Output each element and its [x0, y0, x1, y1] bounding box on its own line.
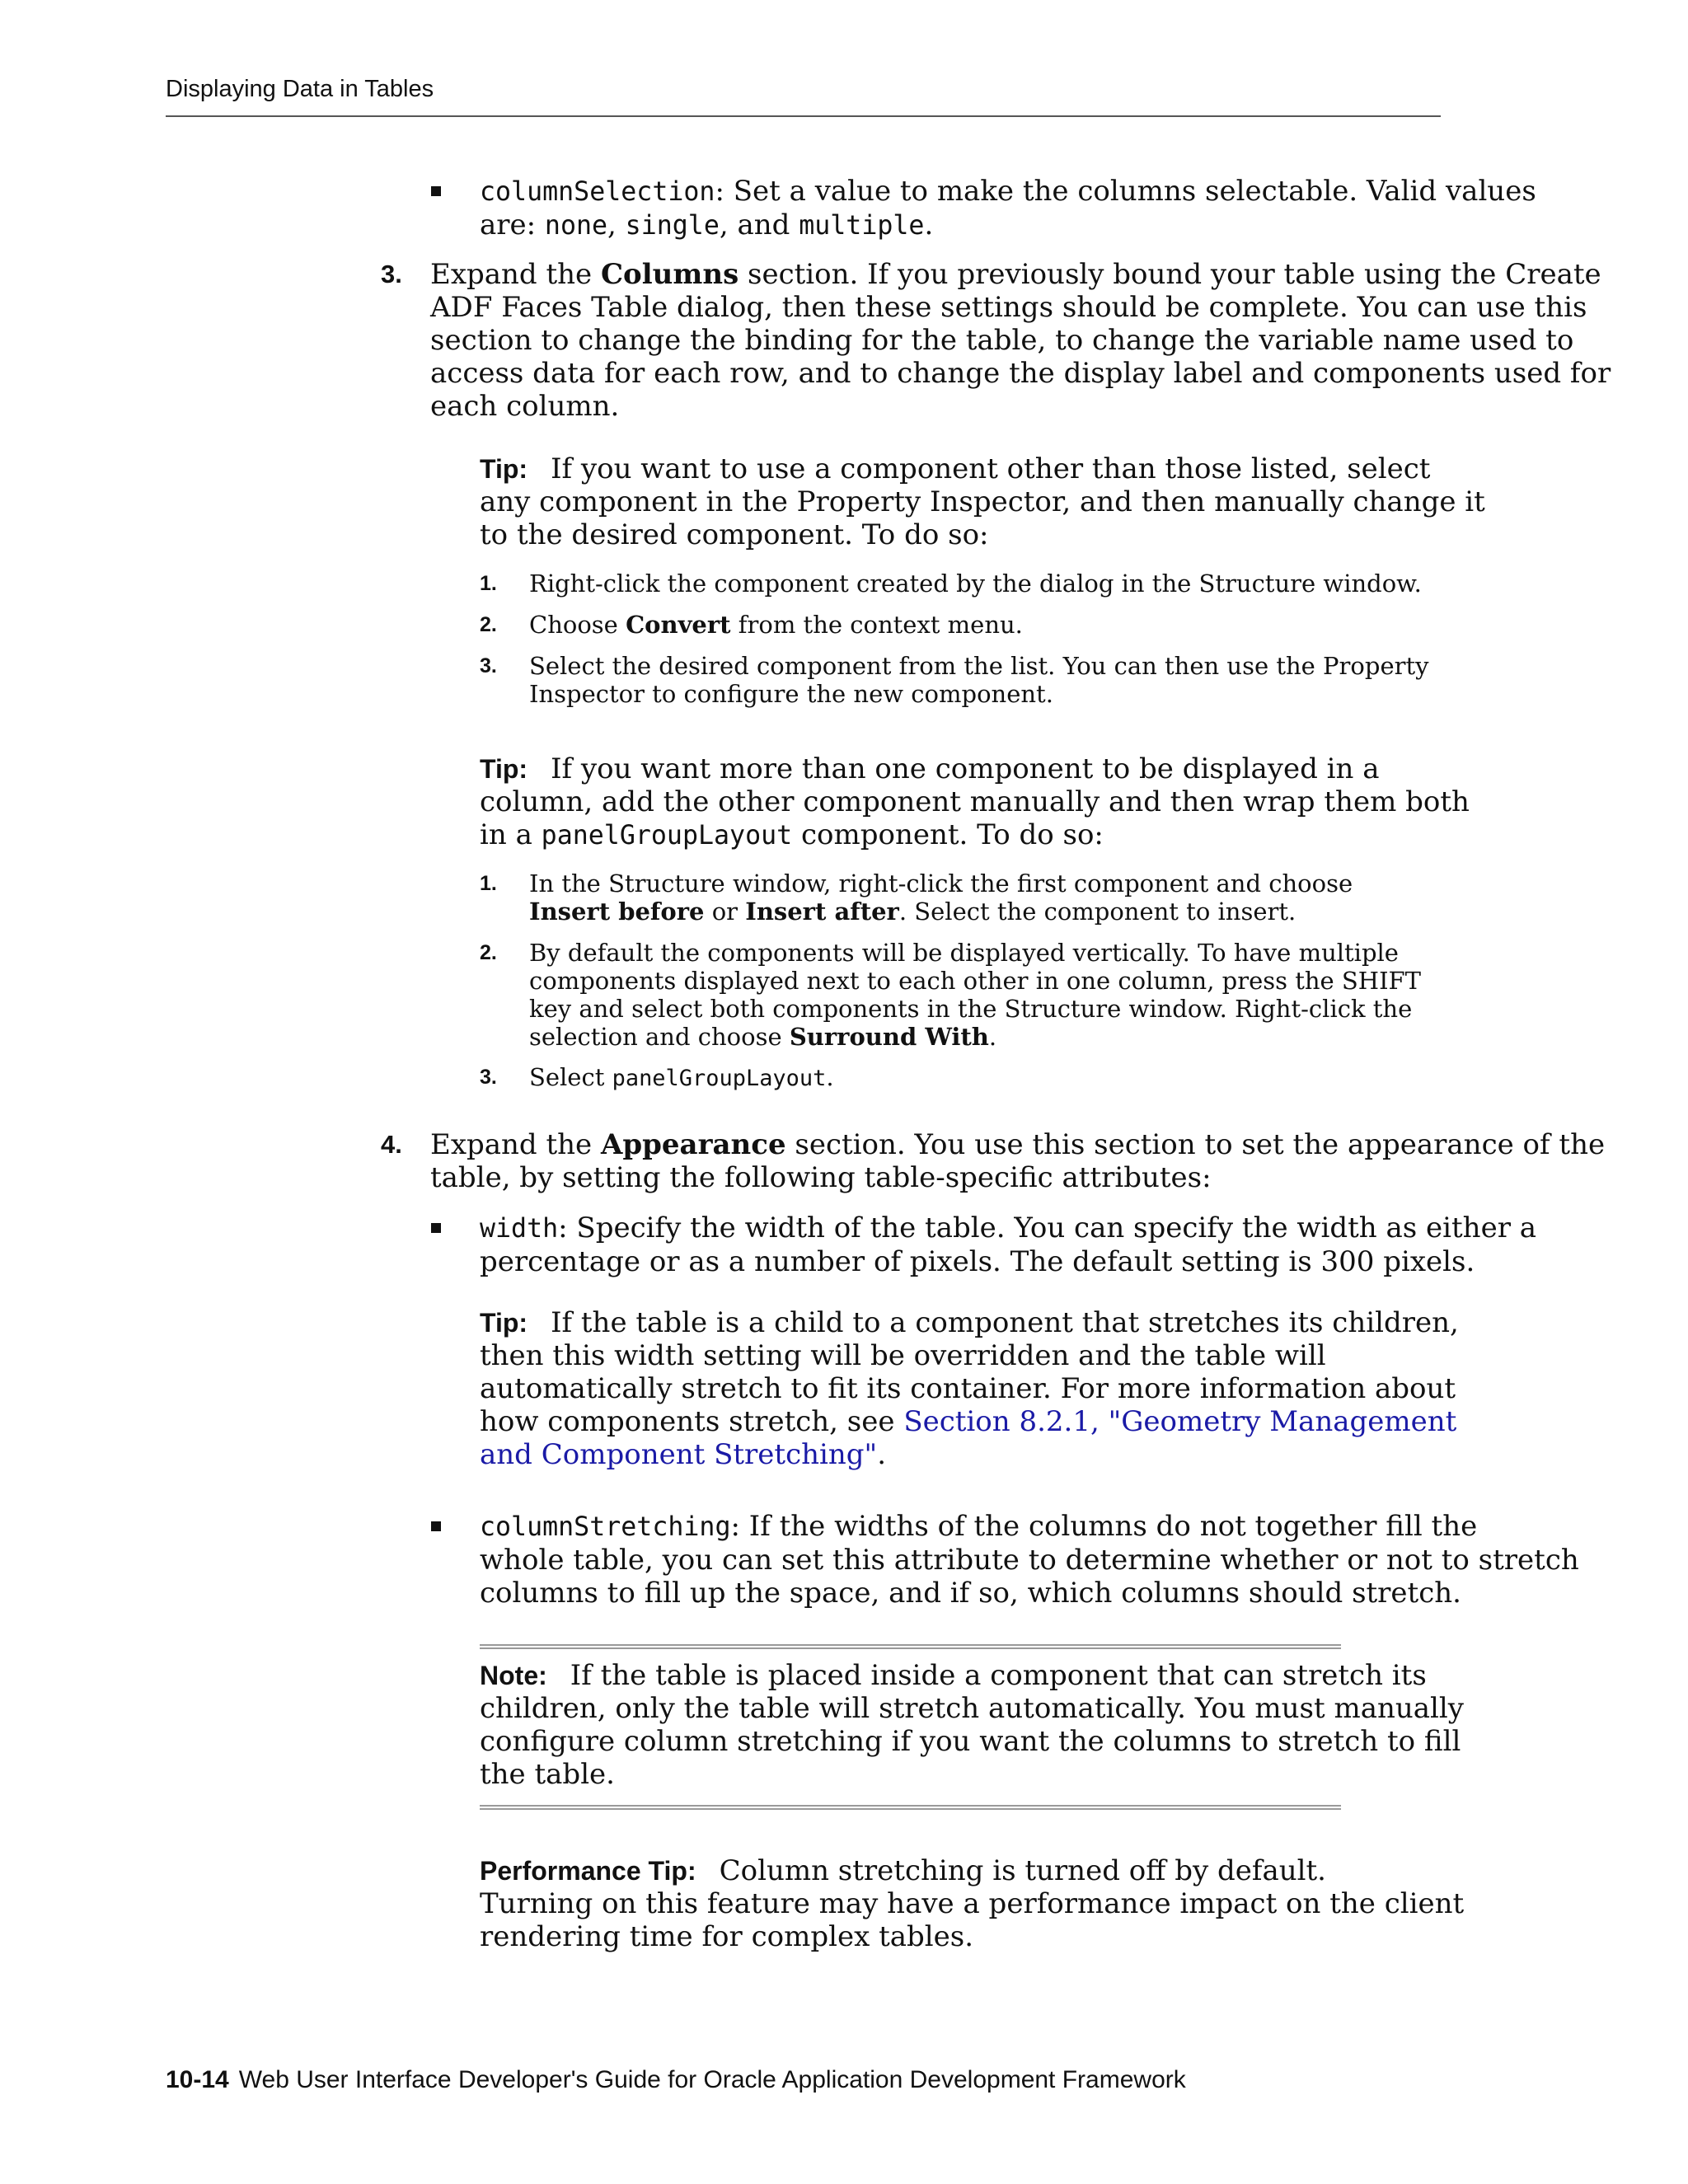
step-3-text: Expand the Columns section. If you previously bound your table using the Create ADF Faces Table dialog, then these settings should be complete. You can use this section to change the binding for the table, to change the variable name used to access data for each row, and to change the display label and components used for each column.: [430, 258, 1611, 423]
tip-step-number: 1.: [480, 872, 497, 895]
geometry-management-link-cont[interactable]: and Component Stretching": [480, 1438, 878, 1471]
book-title: Web User Interface Developer's Guide for Oracle Application Development Framework: [238, 2066, 1186, 2093]
page-number: 10-14: [166, 2066, 229, 2093]
tip-step-text: Right-click the component created by the dialog in the Structure window.: [529, 569, 1422, 598]
note-bottom-rule: [480, 1805, 1341, 1810]
tip-step-text: Select panelGroupLayout.: [529, 1063, 834, 1091]
tip-step-text: By default the components will be displayed vertically. To have multiple components displayed next to each other in one column, press the SHIFT key and select both components in the Structure window. Right-click the selection and choose Surround With.: [529, 939, 1422, 1051]
step-number: 4.: [381, 1130, 402, 1159]
tip-step-number: 2.: [480, 613, 497, 636]
geometry-management-link[interactable]: Section 8.2.1, "Geometry Management: [903, 1405, 1457, 1438]
tip-step-number: 3.: [480, 1066, 497, 1089]
running-header: Displaying Data in Tables: [166, 76, 434, 102]
note-top-rule: [480, 1644, 1341, 1649]
tip-box: Tip: If you want more than one component to be displayed in a column, add the other component manually and then wrap them both in a panelGroupLayout component. To do so:: [480, 752, 1470, 851]
tip-box: Tip: If the table is a child to a component that stretches its children, then this width setting will be overridden and the table will automatically stretch to fit its container. For more information about how components stretch, see Section 8.2.1, "Geometry Management and Component Stretching".: [480, 1306, 1459, 1471]
tip-step-text: In the Structure window, right-click the first component and choose Insert before or Insert after. Select the component to insert.: [529, 869, 1353, 926]
tip-step-text: Select the desired component from the list. You can then use the Property Inspector to configure the new component.: [529, 652, 1429, 708]
column-selection-bullet: columnSelection: Set a value to make the columns selectable. Valid values are: none, single, and multiple.: [480, 175, 1536, 241]
note-box: Note: If the table is placed inside a component that can stretch its children, only the table will stretch automatically. You must manually configure column stretching if you want the columns to stretch to fill the table.: [480, 1659, 1464, 1791]
tip-step-number: 3.: [480, 654, 497, 677]
bullet-marker: [431, 1223, 441, 1233]
page-footer: [166, 2066, 1186, 2094]
tip-step-number: 1.: [480, 572, 497, 595]
performance-tip-box: Performance Tip: Column stretching is turned off by default. Turning on this feature may have a performance impact on the client rendering time for complex tables.: [480, 1854, 1465, 1953]
bullet-marker: [431, 1521, 441, 1531]
bullet-marker: [431, 186, 441, 196]
step-4-text: Expand the Appearance section. You use this section to set the appearance of the table, by setting the following table-specific attributes:: [430, 1128, 1606, 1194]
tip-box: Tip: If you want to use a component other than those listed, select any component in the Property Inspector, and then manually change it to the desired component. To do so:: [480, 452, 1485, 551]
width-bullet: width: Specify the width of the table. You can specify the width as either a percentage or as a number of pixels. The default setting is 300 pixels.: [480, 1212, 1537, 1278]
column-stretching-bullet: columnStretching: If the widths of the columns do not together fill the whole table, you can set this attribute to determine whether or not to stretch columns to fill up the space, and if so, which columns should stretch.: [480, 1510, 1579, 1610]
header-rule: [166, 115, 1441, 117]
tip-step-number: 2.: [480, 941, 497, 964]
tip-step-text: Choose Convert from the context menu.: [529, 611, 1023, 639]
step-number: 3.: [381, 260, 402, 288]
